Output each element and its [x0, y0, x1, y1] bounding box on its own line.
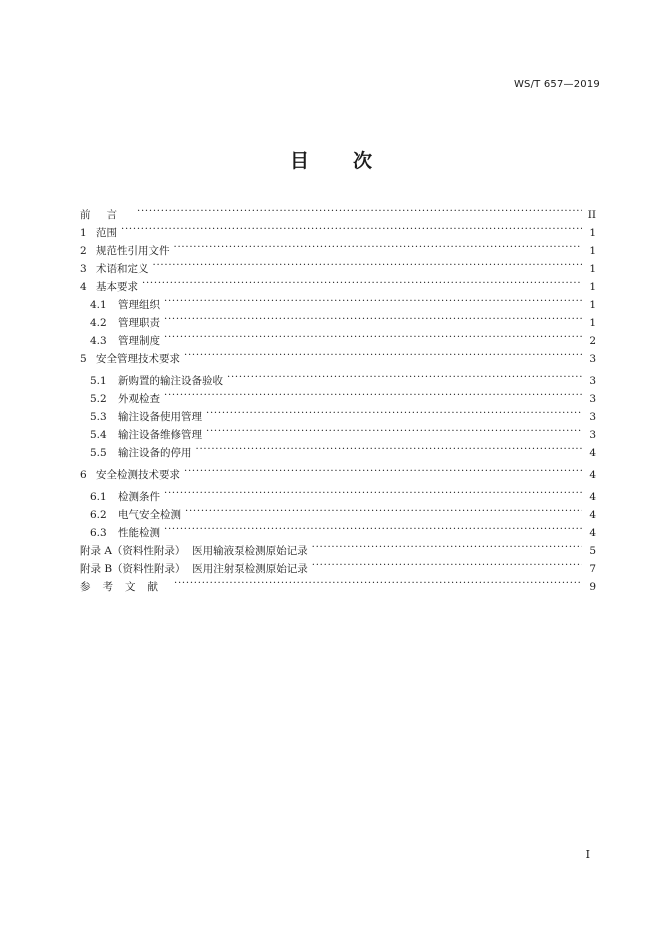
toc-leader-dots — [137, 200, 582, 218]
toc-entry-page: 1 — [589, 227, 596, 239]
toc-leader-dots — [153, 254, 583, 272]
toc-entry-label: 附录 A（资料性附录） 医用输液泵检测原始记录 — [80, 545, 308, 557]
toc-entry-label: 安全管理技术要求 — [96, 353, 180, 365]
toc-entry-number: 5 — [80, 353, 87, 365]
toc-entry-page: 1 — [589, 317, 596, 329]
toc-leader-dots — [312, 554, 582, 572]
toc-entry-page: 1 — [589, 245, 596, 257]
toc-entry-label: 规范性引用文件 — [96, 245, 170, 257]
toc-entry-number: 4 — [80, 281, 87, 293]
toc-entry-label: 管理组织 — [118, 299, 160, 311]
toc-entry-label: 输注设备维修管理 — [118, 429, 202, 441]
toc-title-part1: 目 — [289, 150, 309, 172]
toc-leader-dots — [206, 420, 582, 438]
toc-leader-dots — [227, 366, 582, 384]
toc-entry-page: 4 — [589, 527, 596, 539]
toc-entry-page: 3 — [589, 429, 596, 441]
toc-entry-page: 4 — [589, 469, 596, 481]
toc-leader-dots — [185, 500, 582, 518]
toc-entry-page: 4 — [589, 447, 596, 459]
toc-entry-number: 2 — [80, 245, 87, 257]
toc-entry-number: 3 — [80, 263, 87, 275]
toc-entry-label: 范围 — [96, 227, 117, 239]
toc-entry-label: 术语和定义 — [96, 263, 149, 275]
toc-leader-dots — [312, 536, 582, 554]
toc-entry-4[interactable] — [80, 272, 596, 293]
toc-entry-label: 附录 B（资料性附录） 医用注射泵检测原始记录 — [80, 563, 308, 575]
toc-entry-label: 新购置的输注设备验收 — [118, 375, 223, 387]
toc-entry-number: 1 — [80, 227, 87, 239]
toc-entry-page: 2 — [589, 335, 596, 347]
toc-entry-number: 6.3 — [90, 527, 107, 539]
toc-leader-dots — [121, 218, 582, 236]
toc-entry-page: 1 — [589, 263, 596, 275]
toc-entry-page: 9 — [589, 581, 596, 593]
toc-entry-1[interactable] — [80, 218, 596, 239]
toc-entry-page: 1 — [589, 299, 596, 311]
toc-entry-page: 3 — [589, 375, 596, 387]
toc-entry-label: 管理制度 — [118, 335, 160, 347]
toc-entry-5-1[interactable] — [80, 366, 596, 387]
toc-leader-dots — [164, 518, 582, 536]
toc-leader-dots — [164, 290, 582, 308]
toc-leader-dots — [164, 308, 582, 326]
toc-leader-dots — [184, 344, 582, 362]
toc-entry-label: 管理职责 — [118, 317, 160, 329]
toc-entry-page: 1 — [589, 281, 596, 293]
toc-leader-dots — [164, 384, 582, 402]
toc-entry-number: 6.2 — [90, 509, 107, 521]
toc-entry-foreword[interactable] — [80, 200, 596, 221]
document-code: WS/T 657—2019 — [513, 79, 600, 90]
toc-leader-dots — [164, 326, 582, 344]
toc-entry-label: 性能检测 — [118, 527, 160, 539]
toc-title-part2: 次 — [353, 150, 373, 172]
page-number: I — [585, 848, 590, 861]
toc-entry-page: 4 — [589, 491, 596, 503]
toc-entry-page: 7 — [589, 563, 596, 575]
toc-leader-dots — [196, 438, 583, 456]
toc-entry-4-1[interactable] — [80, 290, 596, 311]
toc-leader-dots — [174, 236, 583, 254]
table-of-contents — [80, 200, 596, 593]
toc-entry-label: 输注设备使用管理 — [118, 411, 202, 423]
toc-leader-dots — [142, 272, 582, 290]
toc-entry-label: 参考文献 — [80, 581, 170, 593]
toc-entry-label: 电气安全检测 — [118, 509, 181, 521]
toc-entry-label: 外观检查 — [118, 393, 160, 405]
toc-entry-6[interactable] — [80, 460, 596, 481]
toc-entry-page: 5 — [589, 545, 596, 557]
toc-entry-page: 4 — [589, 509, 596, 521]
toc-entry-number: 5.4 — [90, 429, 107, 441]
toc-entry-label: 检测条件 — [118, 491, 160, 503]
toc-entry-number: 5.2 — [90, 393, 107, 405]
toc-entry-number: 4.3 — [90, 335, 107, 347]
toc-leader-dots — [164, 482, 582, 500]
toc-entry-label: 基本要求 — [96, 281, 138, 293]
toc-entry-2[interactable] — [80, 236, 596, 257]
toc-entry-label: 前言 — [80, 209, 133, 221]
toc-entry-number: 5.5 — [90, 447, 107, 459]
toc-entry-page: 3 — [589, 353, 596, 365]
toc-entry-number: 4.2 — [90, 317, 107, 329]
toc-entry-page: 3 — [589, 411, 596, 423]
toc-entry-3[interactable] — [80, 254, 596, 275]
toc-title — [0, 146, 662, 173]
toc-leader-dots — [206, 402, 582, 420]
toc-entry-number: 5.3 — [90, 411, 107, 423]
toc-entry-label: 安全检测技术要求 — [96, 469, 180, 481]
toc-entry-number: 6.1 — [90, 491, 107, 503]
toc-entry-number: 5.1 — [90, 375, 107, 387]
toc-entry-page: 3 — [589, 393, 596, 405]
toc-leader-dots — [174, 572, 582, 590]
toc-entry-number: 6 — [80, 469, 87, 481]
toc-entry-6-1[interactable] — [80, 482, 596, 503]
toc-entry-page: II — [587, 209, 596, 221]
toc-entry-label: 输注设备的停用 — [118, 447, 192, 459]
toc-entry-number: 4.1 — [90, 299, 107, 311]
toc-leader-dots — [184, 460, 582, 478]
